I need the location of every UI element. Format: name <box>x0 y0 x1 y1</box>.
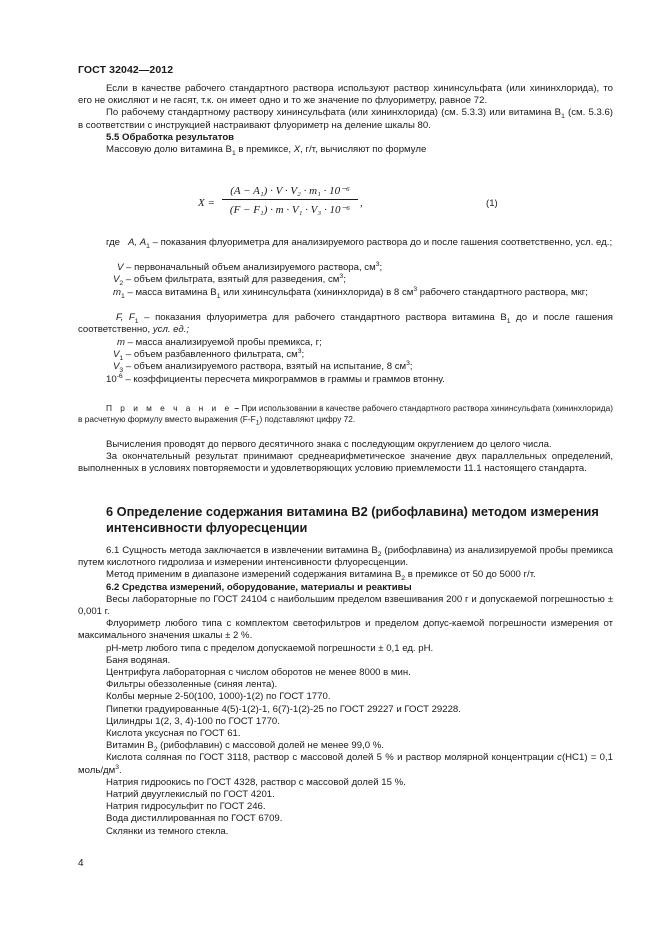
item-water-bath: Баня водяная. <box>106 654 171 666</box>
item-cylinders: Цилиндры 1(2, 3, 4)-100 по ГОСТ 1770. <box>106 715 280 727</box>
formula-denominator: (F − F₁) · m · V₁ · V₃ · 10⁻⁶ <box>229 204 351 216</box>
legend-v3: $V_3$ – объем анализируемого раствора, взятый на испытание, 8 $см^3$; <box>113 359 413 374</box>
item-centrifuge: Центрифуга лабораторная с числом оборотов не менее 8000 в мин. <box>106 667 411 679</box>
note-block: П р и м е ч а н и е – При использовании в качестве рабочего стандартного раствора хининсульфата (хининхлорида) в расчетную формулу вместо выражения $(F-F_1)$ подставляют цифру 72. <box>78 403 613 427</box>
legend-m1: $m_1$ – масса витамина $В_1$ или хининсульфата (хининхлорида) в 8 $см^3$ рабочего стандартного раствора, мкг; <box>113 285 588 300</box>
formula-number: (1) <box>486 198 498 209</box>
standard-header: ГОСТ 32042—2012 <box>78 64 174 76</box>
legend-m: m – масса анализируемой пробы премикса, г; <box>117 337 322 348</box>
item-filters: Фильтры обеззоленные (синяя лента). <box>106 679 278 691</box>
section-6-2-heading: 6.2 Средства измерений, оборудование, материалы и реактивы <box>106 581 412 593</box>
intro-paragraph: Если в качестве рабочего стандартного раствора используют раствор хининсульфата (или хининхлорида), то его не окисляют и не гасят, т.к. он имеет одно и то же значение по флуориметру, равное 72. <box>78 83 613 107</box>
item-fluorimeter: Флуориметр любого типа с комплектом светофильтров и пределом допус-каемой погрешности измерения от максимального значения шкалы ± 2 %. <box>78 618 613 642</box>
legend-v1: $V_1$ – объем разбавленного фильтрата, $см^3$; <box>113 347 305 362</box>
formula-numerator: (A − A₁) · V · V₂ · m₁ · 10⁻⁶ <box>230 185 350 197</box>
item-scales: Весы лабораторные по ГОСТ 24104 с наибольшим пределом взвешивания 200 г и допускаемой погрешностью ± 0,001 г. <box>78 593 613 618</box>
item-acetic-acid: Кислота уксусная по ГОСТ 61. <box>106 728 241 740</box>
method-essence: 6.1 Сущность метода заключается в извлечении витамина $В_2$ (рибофлавина) из анализируемой пробы премикса путем кислотного гидролиза и измерении интенсивности флуоресценции. <box>78 545 613 569</box>
legend-f: F, $F_1$ – показания флуориметра для рабочего стандартного раствора витамина $В_1$ до и после гашения соответственно, усл. ед.; <box>78 312 613 336</box>
intro-block <box>78 83 613 156</box>
legend-v2: $V_2$ – объем фильтрата, взятый для разведения, $см^3$; <box>113 272 346 287</box>
final-result-paragraph: За окончательный результат принимают среднеарифметическое значение двух параллельных определений, выполненных в условиях повторяемости и удовлетворяющих условию приемлемости 11.1 настоящего стандарта. <box>78 451 613 475</box>
section-5-5-heading: 5.5 Обработка результатов <box>106 131 235 143</box>
legend-power: $10^{-6}$ – коэффициенты пересчета микрограммов в граммы и граммов втонну. <box>106 372 445 385</box>
formula-1 <box>198 184 368 226</box>
note-label: П р и м е ч а н и е <box>106 403 233 413</box>
item-distilled-water: Вода дистиллированная по ГОСТ 6709. <box>106 813 283 825</box>
page-number: 4 <box>78 858 84 869</box>
method-range: Метод применим в диапазоне измерений содержания витамина $В_2$ в премиксе от 50 до 5000 г/т. <box>106 569 536 583</box>
formula-trailing-comma: , <box>360 197 363 209</box>
section-6-title: 6 Определение содержания витамина В2 (рибофлавина) методом измерения интенсивности флуоресценции <box>106 504 599 535</box>
item-hydrochloric-acid: Кислота соляная по ГОСТ 3118, раствор с массовой долей 5 % и раствор молярной концентрации c(НС1) = 0,1 моль/$дм^3$. <box>78 752 613 776</box>
item-pipettes: Пипетки градуированные 4(5)-1(2)-1, 6(7)-1(2)-25 по ГОСТ 29227 и ГОСТ 29228. <box>106 703 461 715</box>
item-ph-meter: рН-метр любого типа с пределом допускаемой погрешности ± 0,1 ед. рН. <box>106 642 434 654</box>
item-dark-glass-bottles: Склянки из темного стекла. <box>106 825 229 837</box>
formula-lhs: X = <box>198 197 215 209</box>
calibration-paragraph: По рабочему стандартному раствору хининсульфата (или хининхлорида) (см. 5.3.3) или витамина $В_1$ (см. 5.3.6) в соответствии с инструкцией настраивают флуориметр на деление шкалы 80. <box>78 107 613 131</box>
item-sodium-hydroxide: Натрия гидроокись по ГОСТ 4328, раствор с массовой долей 15 %. <box>106 776 406 788</box>
item-vitamin-b2: Витамин $В_2$ (рибофлавин) с массовой долей не менее 99,0 %. <box>106 740 384 754</box>
section-6-body <box>78 545 613 838</box>
item-sodium-hydrosulfite: Натрия гидросульфит по ГОСТ 246. <box>106 801 266 813</box>
formula-lead: Массовую долю витамина $В_1$ в премиксе, X, г/т, вычисляют по формуле <box>106 144 427 157</box>
legend-a: где А, $А_1$ – показания флуориметра для анализируемого раствора до и после гашения соответственно, усл. ед.; <box>106 237 613 250</box>
item-flasks: Колбы мерные 2-50(100, 1000)-1(2) по ГОСТ 1770. <box>106 691 331 703</box>
calculation-block <box>78 439 613 476</box>
item-sodium-bicarbonate: Натрий двууглекислый по ГОСТ 4201. <box>106 789 275 801</box>
rounding-paragraph: Вычисления проводят до первого десятичного знака с последующим округлением до целого числа. <box>106 439 552 450</box>
legend-v: V – первоначальный объем анализируемого раствора, $см^3$; <box>117 260 383 273</box>
fraction-bar <box>222 199 358 200</box>
